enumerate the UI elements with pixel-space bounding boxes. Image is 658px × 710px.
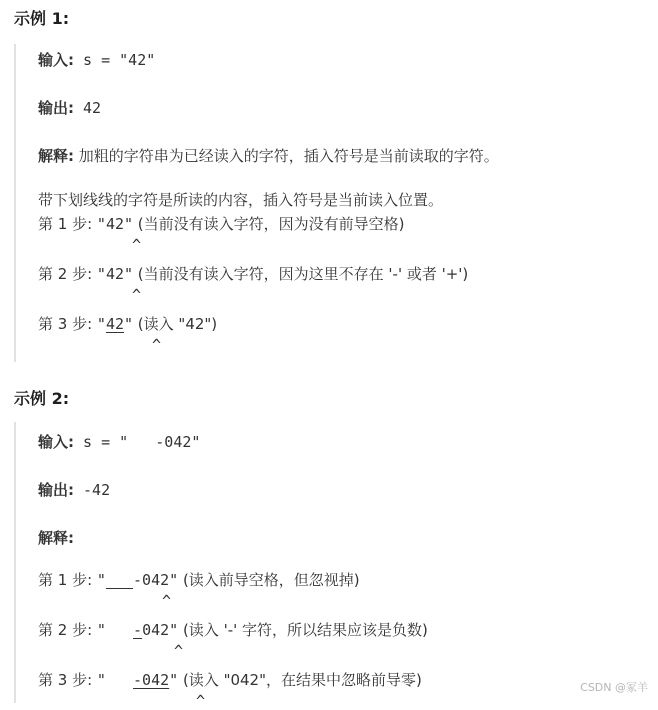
example-2-output: [38, 480, 110, 500]
step-comment: (读入前导空格，但忽视掉): [178, 571, 360, 589]
example-1-input: [38, 50, 155, 70]
explain-label: 解释:: [38, 529, 74, 547]
step-underlined: 42: [105, 315, 124, 333]
step-prefix: 第 2 步:: [38, 621, 97, 639]
step-prefix: 第 3 步:: [38, 671, 97, 689]
step-prefix: 第 3 步:: [38, 315, 97, 333]
caret-marker: ^: [152, 336, 162, 354]
input-label: 输入:: [38, 51, 74, 69]
step-line: [38, 214, 405, 234]
step-quote: ": [96, 215, 106, 233]
step-line: [38, 570, 360, 590]
caret-marker: ^: [174, 642, 184, 660]
step-prefix: 第 1 步:: [38, 215, 97, 233]
step-quote: ": [96, 315, 106, 333]
step-rest: -042": [133, 571, 179, 589]
step-line: [38, 670, 422, 690]
input-label: 输入:: [38, 433, 74, 451]
output-value: -42: [74, 481, 111, 499]
example-1-heading: 示例 1:: [14, 9, 70, 28]
step-prefix: 第 2 步:: [38, 265, 97, 283]
step-comment: (读入 "42"): [133, 315, 218, 333]
example-1-output: [38, 98, 101, 118]
step-quote: ": [96, 571, 106, 589]
step-quote: ": [96, 621, 134, 639]
step-quote: ": [96, 671, 134, 689]
step-quote: ": [96, 265, 106, 283]
caret-marker: ^: [132, 286, 142, 304]
step-prefix: 第 1 步:: [38, 571, 97, 589]
step-rest: 042": [142, 621, 179, 639]
step-underlined: -: [133, 621, 143, 639]
step-comment: (读入 '-' 字符，所以结果应该是负数): [178, 621, 428, 639]
input-value: s = " -042": [74, 433, 201, 451]
step-comment: (当前没有读入字符，因为这里不存在 '-' 或者 '+'): [133, 265, 469, 283]
input-value: s = "42": [74, 51, 156, 69]
output-value: 42: [74, 99, 102, 117]
step-rest: ": [124, 315, 134, 333]
step-comment: (读入 "042"，在结果中忽略前导零): [178, 671, 422, 689]
step-rest: ": [169, 671, 179, 689]
step-line: [38, 314, 217, 334]
output-label: 输出:: [38, 99, 74, 117]
example-1-block: [14, 44, 650, 362]
explain-text: 加粗的字符串为已经读入的字符，插入符号是当前读取的字符。: [74, 147, 499, 165]
step-underlined: -042: [133, 671, 170, 689]
explain-label: 解释:: [38, 147, 74, 165]
caret-marker: ^: [132, 236, 142, 254]
example-2-explanation: [38, 528, 74, 548]
step-rest: 42": [105, 265, 134, 283]
caret-marker: ^: [162, 592, 172, 610]
step-comment: (当前没有读入字符，因为没有前导空格): [133, 215, 405, 233]
step-line: [38, 620, 428, 640]
step-line: [38, 264, 468, 284]
output-label: 输出:: [38, 481, 74, 499]
example-2-input: [38, 432, 200, 452]
example-2-heading: 示例 2:: [14, 389, 70, 408]
caret-marker: ^: [196, 692, 206, 710]
underline-note: 带下划线线的字符是所读的内容，插入符号是当前读入位置。: [38, 191, 444, 209]
step-rest: 42": [105, 215, 134, 233]
watermark: CSDN @冢羊: [580, 681, 648, 694]
step-underlined: [106, 571, 133, 589]
example-2-block: [14, 422, 650, 710]
example-1-explanation: [38, 146, 499, 166]
